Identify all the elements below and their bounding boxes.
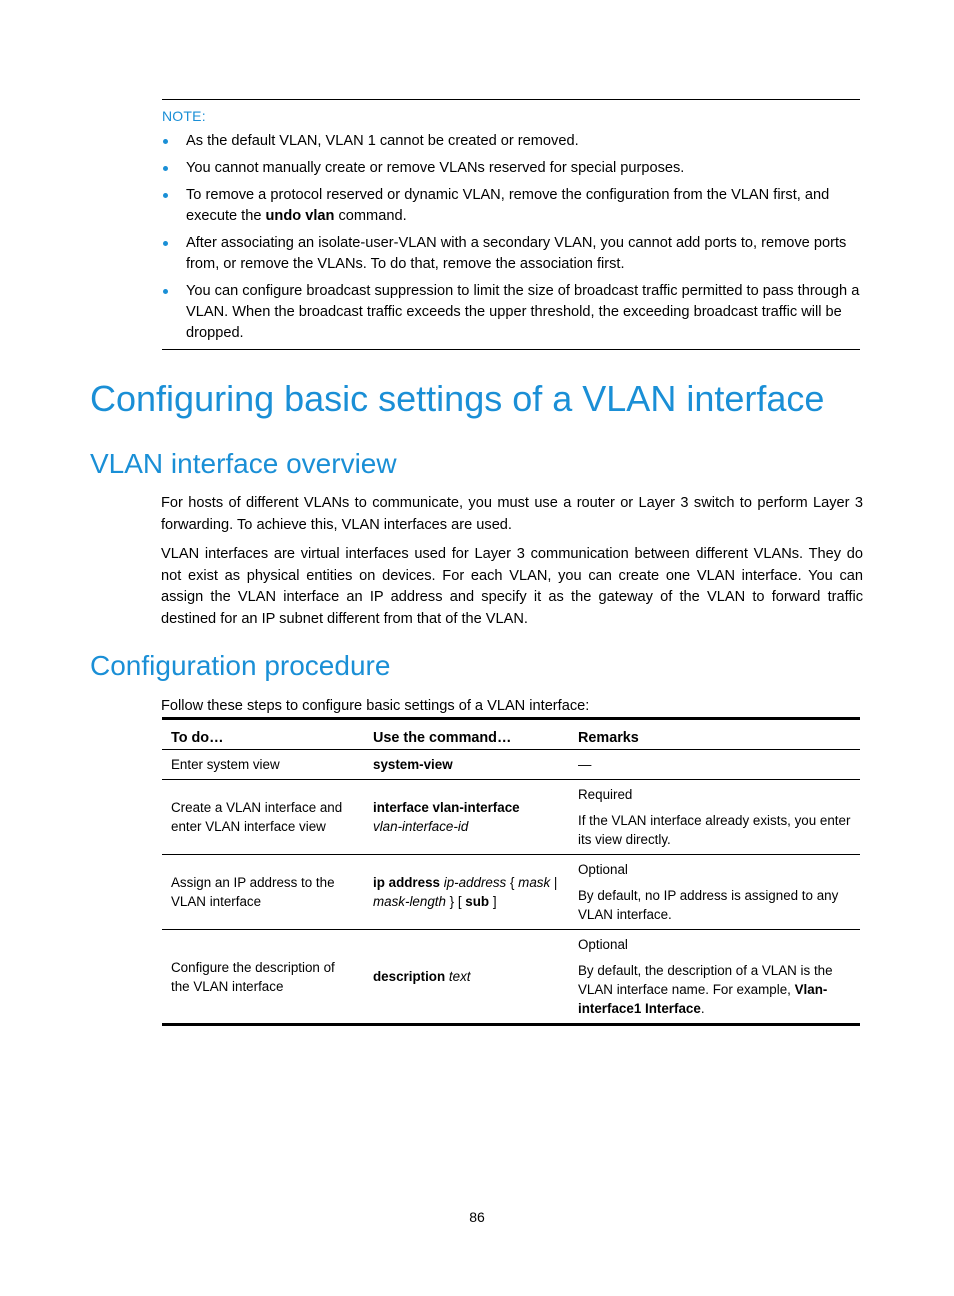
cell-command: ip address ip-address { mask | mask-length } [ sub ] [364, 855, 569, 930]
overview-paragraph-1: For hosts of different VLANs to communicate, you must use a router or Layer 3 switch to perform Layer 3 forwarding. To achieve this, VLAN interfaces are used. [161, 495, 863, 533]
header-todo: To do… [162, 719, 364, 750]
table-header-row [162, 719, 860, 750]
cell-remarks: Optional By default, no IP address is assigned to any VLAN interface. [569, 855, 860, 930]
section-title-procedure: Configuration procedure [90, 650, 391, 681]
note-label: NOTE: [162, 108, 206, 124]
cell-todo: Assign an IP address to the VLAN interface [162, 855, 364, 930]
bullet-icon [163, 139, 168, 144]
config-table [162, 717, 860, 1026]
note-list [162, 131, 860, 344]
cell-command: system-view [364, 750, 569, 780]
cell-remarks: — [569, 750, 860, 780]
section-title-overview: VLAN interface overview [90, 448, 397, 479]
header-command: Use the command… [364, 719, 569, 750]
bullet-icon [163, 289, 168, 294]
note-item: You cannot manually create or remove VLANs reserved for special purposes. [162, 158, 860, 179]
cell-todo: Create a VLAN interface and enter VLAN interface view [162, 780, 364, 855]
bullet-icon [163, 241, 168, 246]
table-row [162, 930, 860, 1025]
note-item: As the default VLAN, VLAN 1 cannot be created or removed. [162, 131, 860, 152]
note-item: After associating an isolate-user-VLAN with a secondary VLAN, you cannot add ports to, remove ports from, or remove the VLANs. To do that, remove the association first. [162, 233, 860, 275]
bullet-icon [163, 166, 168, 171]
note-item: To remove a protocol reserved or dynamic VLAN, remove the configuration from the VLAN first, and execute the undo vlan command. [162, 185, 860, 227]
cell-command: interface vlan-interface vlan-interface-id [364, 780, 569, 855]
cell-todo: Enter system view [162, 750, 364, 780]
header-remarks: Remarks [569, 719, 860, 750]
note-box [162, 99, 860, 350]
cell-remarks: Optional By default, the description of a VLAN is the VLAN interface name. For example, Vlan-interface1 Interface. [569, 930, 860, 1025]
procedure-intro: Follow these steps to configure basic settings of a VLAN interface: [161, 698, 590, 714]
cell-todo: Configure the description of the VLAN interface [162, 930, 364, 1025]
table-row [162, 780, 860, 855]
table-row [162, 750, 860, 780]
cell-remarks: Required If the VLAN interface already exists, you enter its view directly. [569, 780, 860, 855]
overview-paragraph-2: VLAN interfaces are virtual interfaces used for Layer 3 communication between different VLANs. They do not exist as physical entities on devices. For each VLAN, you can create one VLAN interface. You can assign the VLAN interface an IP address and specify it as the gateway of the VLAN to forward traffic destined for an IP subnet different from that of the VLAN. [161, 546, 863, 627]
page-heading: Configuring basic settings of a VLAN interface [90, 378, 825, 419]
note-item: You can configure broadcast suppression to limit the size of broadcast traffic permitted to pass through a VLAN. When the broadcast traffic exceeds the upper threshold, the exceeding broadcast traffic will be dropped. [162, 281, 860, 344]
page-number: 86 [469, 1209, 485, 1225]
table-row [162, 855, 860, 930]
cell-command: description text [364, 930, 569, 1025]
bullet-icon [163, 193, 168, 198]
